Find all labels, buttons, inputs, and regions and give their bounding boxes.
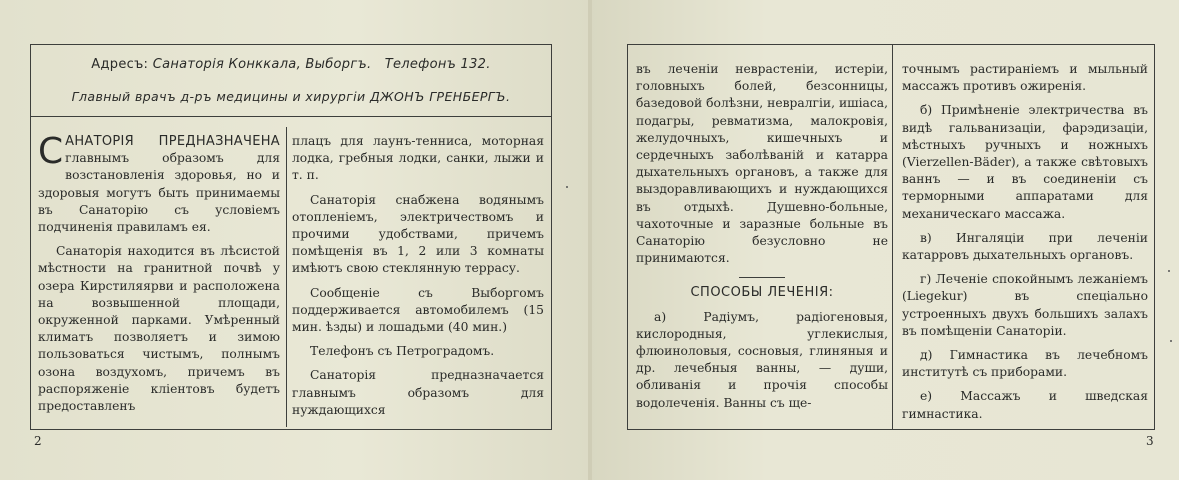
- paragraph: г) Леченіе спокойнымъ лежаніемъ (Liegekur) въ спеціально устроенныхъ двухъ большихъ залахъ въ помѣщеніи Санаторіи.: [902, 272, 1148, 338]
- left-column-1: [38, 133, 280, 422]
- paragraph: точнымъ растираніемъ и мыльный массажъ противъ ожиренія.: [902, 62, 1148, 94]
- paragraph: Санаторія предназначается главнымъ образомъ для нуждающихся: [292, 368, 544, 417]
- paragraph: б) Примѣненіе электричества въ видѣ гальванизаціи, фарэдизаціи, мѣстныхъ ручныхъ и ножныхъ (Vierzellen-Bäder), а также свѣтовыхъ ваннъ — и въ соединеніи съ терморными аппаратами для механическаго массажа.: [902, 103, 1148, 221]
- section-divider: [739, 277, 785, 278]
- paragraph: Сообщеніе съ Выборгомъ поддерживается автомобилемъ (15 мин. ѣзды) и лошадьми (40 мин.): [292, 285, 544, 335]
- paper-speck: [1168, 270, 1170, 272]
- intro-lead: АНАТОРІЯ ПРЕДНАЗНАЧЕНА: [65, 134, 280, 149]
- right-text-frame: [627, 44, 1155, 430]
- paper-speck: [566, 186, 568, 188]
- paragraph: плацъ для лаунъ-тенниса, моторная лодка, гребныя лодки, санки, лыжи и т. п.: [292, 134, 544, 183]
- left-text-frame: [30, 44, 552, 430]
- page-number-right: 3: [1146, 434, 1154, 448]
- paper-speck: [1170, 340, 1172, 342]
- address-label: Адресъ:: [91, 57, 149, 72]
- section-title: СПОСОБЫ ЛЕЧЕНІЯ:: [690, 285, 834, 301]
- address-line: [31, 57, 551, 72]
- paragraph: въ леченіи неврастеніи, истеріи, головныхъ болей, безсонницы, базедовой болѣзни, невралгіи, ишіаса, подагры, ревматизма, малокровія, желудочныхъ, кишечныхъ и сердечныхъ заболѣваній и катарра дыхательныхъ органовъ, а также для выздоравливающихъ и нуждающихся въ отдыхѣ. Душевно-больные, чахоточные и заразные больные въ Санаторію безусловно не принимаются.: [636, 62, 888, 266]
- paragraph: е) Массажъ и шведская гимнастика.: [902, 389, 1148, 421]
- right-column-2: [902, 61, 1148, 430]
- column-divider: [286, 127, 287, 427]
- address-header: [31, 45, 551, 117]
- paragraph: а) Радіумъ, радіогеновыя, кислородныя, углекислыя, флюиноловыя, сосновыя, глиняныя и др. лечебныя ванны, — души, обливанія и прочія способы водолеченія. Ванны съ ще-: [636, 309, 888, 410]
- doctor-line: Главный врачъ д-ръ медицины и хирургіи ДЖОНЪ ГРЕНБЕРГЪ.: [71, 89, 511, 104]
- phone-text: Телефонъ 132.: [384, 57, 491, 72]
- paragraph: Телефонъ съ Петроградомъ.: [310, 344, 495, 359]
- paragraph: в) Ингаляціи при леченіи катарровъ дыхательныхъ органовъ.: [902, 230, 1148, 263]
- left-column-2: [292, 133, 544, 426]
- page-number-left: 2: [34, 434, 42, 448]
- drop-cap: С: [38, 131, 64, 172]
- paragraph: д) Гимнастика въ лечебномъ институтѣ съ приборами.: [902, 348, 1148, 380]
- column-divider: [892, 45, 893, 429]
- intro-paragraph: [38, 133, 280, 236]
- address-text: Санаторія Конккала, Выборгъ.: [152, 57, 372, 72]
- paragraph: Санаторія находится въ лѣсистой мѣстности на гранитной почвѣ у озера Кирстиляярви и расположена на возвышенной площади, окруженной парками. Умѣренный климатъ позволяетъ и зимою пользоваться чистымъ, полнымъ озона воздухомъ, причемъ въ распоряженіе кліентовъ будетъ предоставленъ: [38, 244, 280, 414]
- book-gutter: [588, 0, 592, 480]
- intro-text: главнымъ образомъ для возстановленія здоровья, но и здоровыя могутъ быть принимаемы въ Санаторію съ условіемъ подчиненія правиламъ ея.: [38, 151, 280, 235]
- paragraph: Санаторія снабжена водянымъ отопленіемъ, электричествомъ и прочими удобствами, причемъ помѣщенія въ 1, 2 или 3 комнаты имѣютъ свою стеклянную террасу.: [292, 192, 544, 276]
- right-column-1: [636, 61, 888, 419]
